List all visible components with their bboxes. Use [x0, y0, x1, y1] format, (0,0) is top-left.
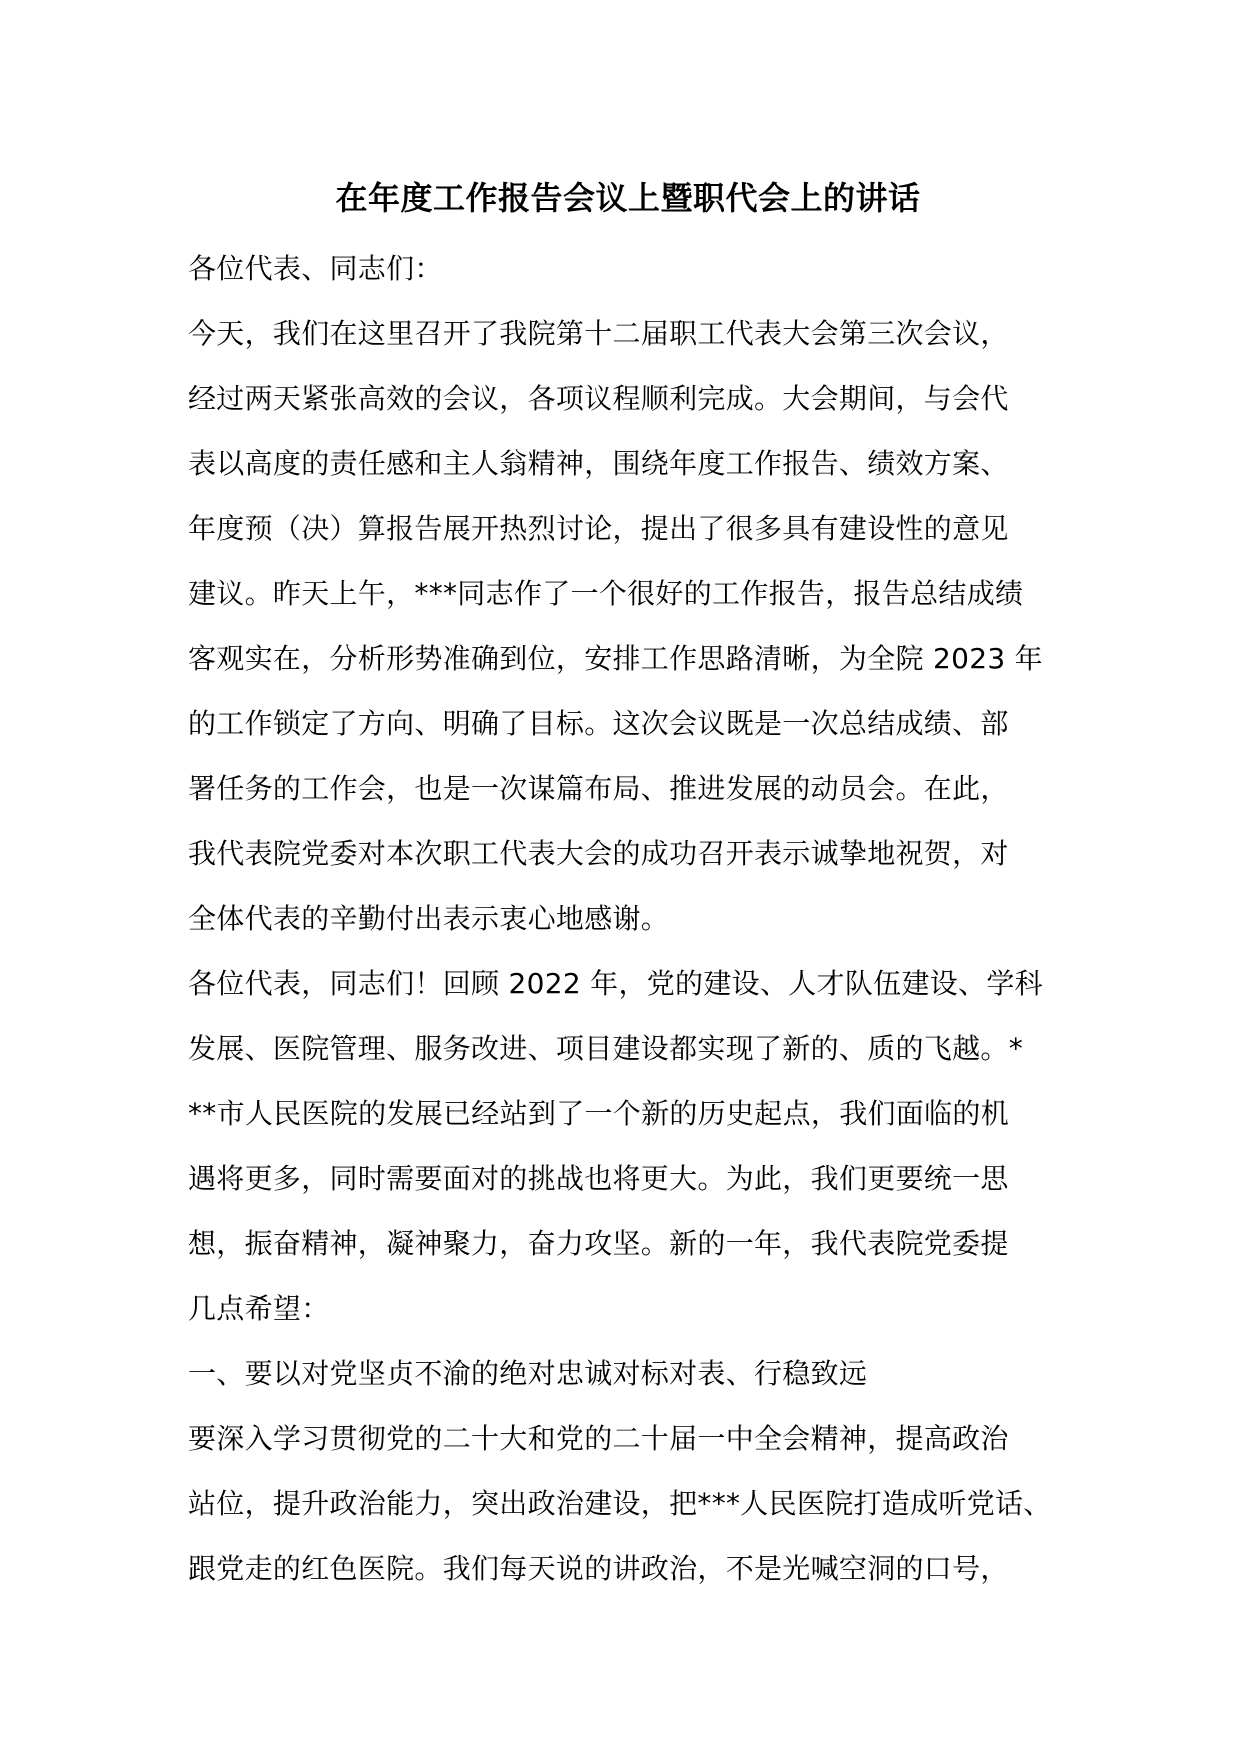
- text-line: 署任务的工作会，也是一次谋篇布局、推进发展的动员会。在此，: [188, 772, 1009, 805]
- text-line: 的工作锁定了方向、明确了目标。这次会议既是一次总结成绩、部: [188, 707, 1009, 740]
- document-body: [188, 236, 1068, 1601]
- text-line: 客观实在，分析形势准确到位，安排工作思路清晰，为全院 2023 年: [188, 642, 1043, 675]
- text-line: 各位代表、同志们：: [188, 252, 443, 285]
- text-line: 各位代表，同志们！回顾 2022 年，党的建设、人才队伍建设、学科: [188, 967, 1043, 1000]
- text-line: 经过两天紧张高效的会议，各项议程顺利完成。大会期间，与会代: [188, 382, 1009, 415]
- text-line: 发展、医院管理、服务改进、项目建设都实现了新的、质的飞越。*: [188, 1032, 1024, 1065]
- text-line: 遇将更多，同时需要面对的挑战也将更大。为此，我们更要统一思: [188, 1162, 1009, 1195]
- text-line: 年度预（决）算报告展开热烈讨论，提出了很多具有建设性的意见: [188, 512, 1009, 545]
- text-line: 想，振奋精神，凝神聚力，奋力攻坚。新的一年，我代表院党委提: [188, 1227, 1009, 1260]
- text-line: 我代表院党委对本次职工代表大会的成功召开表示诚挚地祝贺，对: [188, 837, 1009, 870]
- text-line: 表以高度的责任感和主人翁精神，围绕年度工作报告、绩效方案、: [188, 447, 1009, 480]
- text-line: 建议。昨天上午，***同志作了一个很好的工作报告，报告总结成绩: [188, 577, 1024, 610]
- document-title: 在年度工作报告会议上暨职代会上的讲话: [335, 179, 921, 217]
- text-line: 要深入学习贯彻党的二十大和党的二十届一中全会精神，提高政治: [188, 1422, 1009, 1455]
- text-line: 跟党走的红色医院。我们每天说的讲政治，不是光喊空洞的口号，: [188, 1552, 1009, 1585]
- text-line: 全体代表的辛勤付出表示衷心地感谢。: [188, 902, 670, 935]
- text-line: 今天，我们在这里召开了我院第十二届职工代表大会第三次会议，: [188, 317, 1009, 350]
- text-line: 站位，提升政治能力，突出政治建设，把***人民医院打造成听党话、: [188, 1487, 1052, 1520]
- text-line: **市人民医院的发展已经站到了一个新的历史起点，我们面临的机: [188, 1097, 1010, 1130]
- text-line: 几点希望：: [188, 1292, 330, 1325]
- document-page: [188, 172, 1068, 1601]
- section-heading: 一、要以对党坚贞不渝的绝对忠诚对标对表、行稳致远: [188, 1357, 868, 1390]
